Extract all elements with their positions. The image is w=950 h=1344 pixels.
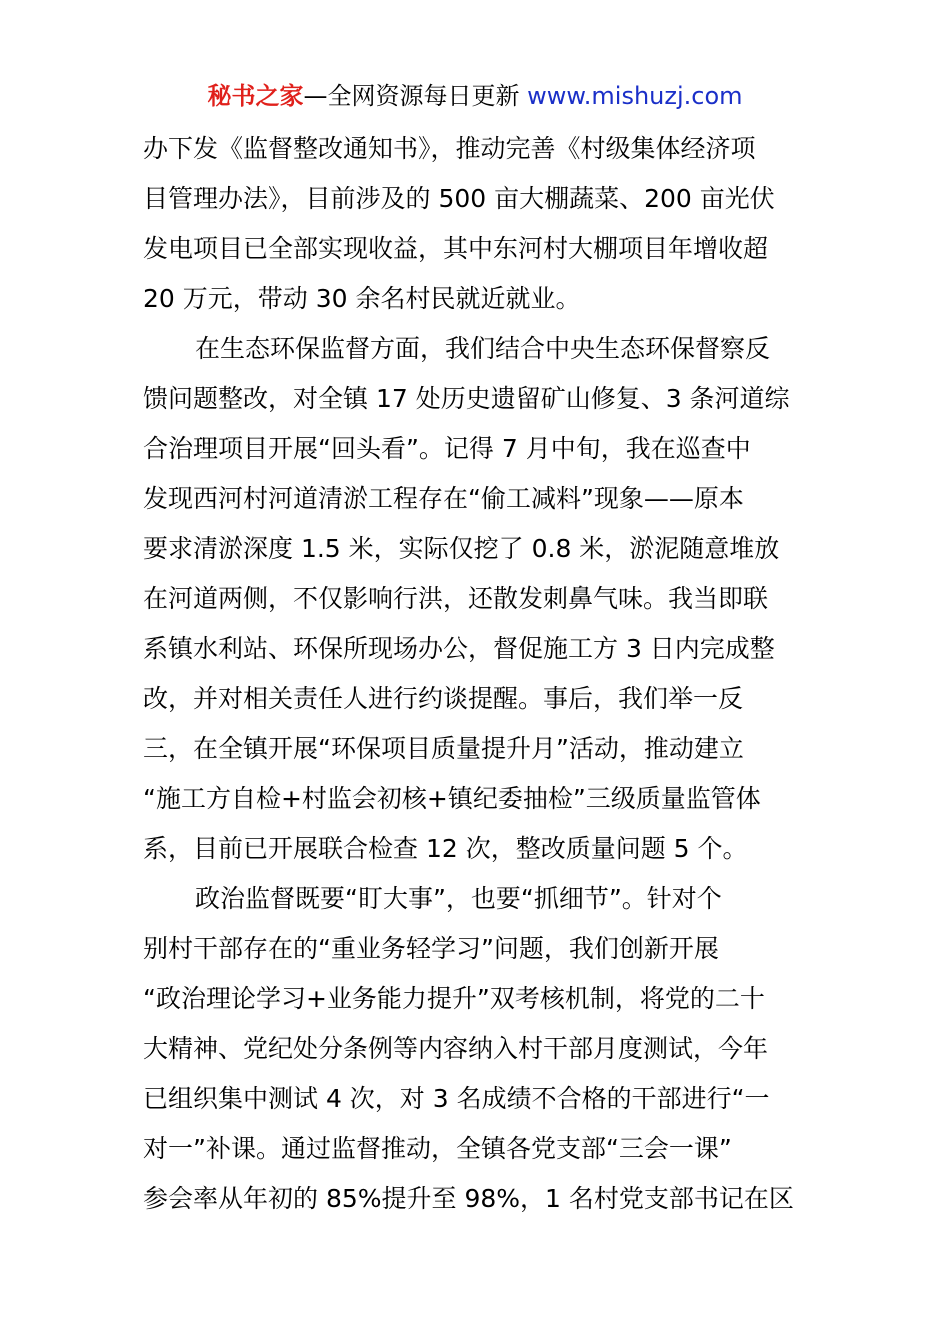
text-line: 合治理项目开展“回头看”。记得 7 月中旬，我在巡查中 (143, 434, 751, 463)
text-line: 参会率从年初的 85%提升至 98%，1 名村党支部书记在区 (143, 1184, 794, 1213)
text-line: 别村干部存在的“重业务轻学习”问题，我们创新开展 (143, 934, 719, 963)
text-line: “政治理论学习+业务能力提升”双考核机制，将党的二十 (143, 984, 765, 1013)
text-line: 对一”补课。通过监督推动，全镇各党支部“三会一课” (143, 1134, 732, 1163)
paragraph-start-line: 政治监督既要“盯大事”，也要“抓细节”。针对个 (195, 884, 722, 913)
paragraph-start-line: 在生态环保监督方面，我们结合中央生态环保督察反 (195, 334, 771, 363)
text-line: 已组织集中测试 4 次，对 3 名成绩不合格的干部进行“一 (143, 1084, 770, 1113)
text-line: 馈问题整改，对全镇 17 处历史遗留矿山修复、3 条河道综 (143, 384, 790, 413)
text-line: 20 万元，带动 30 余名村民就近就业。 (143, 284, 581, 313)
document-body (143, 124, 813, 1224)
text-line: 在河道两侧，不仅影响行洪，还散发刺鼻气味。我当即联 (143, 584, 769, 613)
text-line: 发现西河村河道清淤工程存在“偷工减料”现象——原本 (143, 484, 744, 513)
header-tagline: —全网资源每日更新 (303, 82, 528, 110)
text-line: 三，在全镇开展“环保项目质量提升月”活动，推动建立 (143, 734, 744, 763)
text-line: 系，目前已开展联合检查 12 次，整改质量问题 5 个。 (143, 834, 748, 863)
text-line: 发电项目已全部实现收益，其中东河村大棚项目年增收超 (143, 234, 769, 263)
text-line: “施工方自检+村监会初核+镇纪委抽检”三级质量监管体 (143, 784, 761, 813)
text-line: 大精神、党纪处分条例等内容纳入村干部月度测试，今年 (143, 1034, 769, 1063)
brand-name: 秘书之家 (207, 82, 304, 110)
text-line: 系镇水利站、环保所现场办公，督促施工方 3 日内完成整 (143, 634, 775, 663)
text-line: 目管理办法》，目前涉及的 500 亩大棚蔬菜、200 亩光伏 (143, 184, 775, 213)
text-line: 要求清淤深度 1.5 米，实际仅挖了 0.8 米，淤泥随意堆放 (143, 534, 780, 563)
site-url-link[interactable]: www.mishuzj.com (527, 82, 743, 110)
text-line: 办下发《监督整改通知书》，推动完善《村级集体经济项 (143, 134, 756, 163)
site-header (0, 80, 950, 112)
text-line: 改，并对相关责任人进行约谈提醒。事后，我们举一反 (143, 684, 744, 713)
